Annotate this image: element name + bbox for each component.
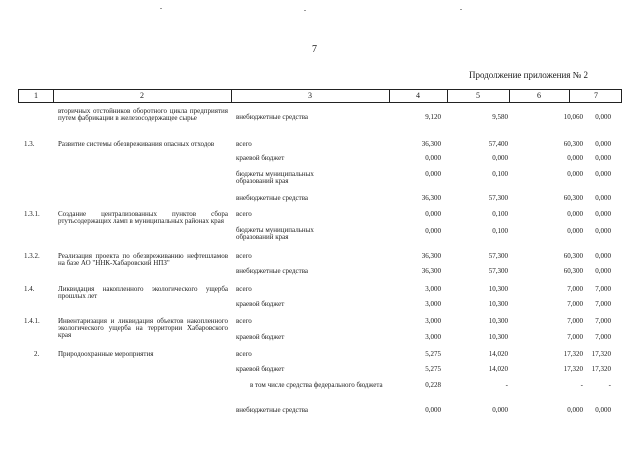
row-1-val-4: 36,300	[421, 140, 441, 148]
row-2-val-5: 0,000	[492, 154, 508, 162]
row-13-val-5: 14,020	[488, 350, 508, 358]
row-14-source: краевой бюджет	[236, 365, 285, 373]
row-1-val-6: 60,300	[563, 140, 583, 148]
row-12-val-4: 3,000	[425, 333, 441, 341]
row-9-val-7: 7,000	[595, 285, 611, 293]
row-6-val-7: 0,000	[595, 227, 611, 235]
row-2-source: краевой бюджет	[236, 154, 285, 162]
row-13-source: всего	[236, 350, 252, 358]
row-9-val-6: 7,000	[567, 285, 583, 293]
row-3-source: бюджеты муниципальных образований края	[236, 170, 314, 185]
row-11-val-6: 7,000	[567, 317, 583, 325]
row-11-description: Инвентаризация и ликвидация объектов накопленного экологического ущерба на территории Хабаровского края	[58, 317, 228, 339]
row-4-val-7: 0,000	[595, 194, 611, 202]
row-0-val-6: 10,060	[563, 113, 583, 121]
row-15-val-5: -	[505, 381, 508, 389]
row-1-number: 1.3.	[24, 140, 35, 148]
row-10-val-7: 7,000	[595, 300, 611, 308]
table-header	[18, 89, 622, 103]
row-9-description: Ликвидация накопленного экологического ущерба прошлых лет	[58, 285, 228, 300]
row-12-val-7: 7,000	[595, 333, 611, 341]
row-5-val-7: 0,000	[595, 210, 611, 218]
row-0-source: внебюджетные средства	[236, 113, 309, 121]
row-11-val-5: 10,300	[488, 317, 508, 325]
row-4-source: внебюджетные средства	[236, 194, 309, 202]
row-11-source: всего	[236, 317, 252, 325]
row-11-val-7: 7,000	[595, 317, 611, 325]
row-3-val-6: 0,000	[567, 170, 583, 178]
row-1-source: всего	[236, 140, 252, 148]
row-2-val-4: 0,000	[425, 154, 441, 162]
row-6-val-4: 0,000	[425, 227, 441, 235]
row-5-number: 1.3.1.	[24, 210, 40, 218]
page-number: 7	[312, 44, 317, 55]
appendix-title: Продолжение приложения № 2	[468, 70, 588, 80]
row-3-val-4: 0,000	[425, 170, 441, 178]
row-12-val-5: 10,300	[488, 333, 508, 341]
row-6-val-5: 0,100	[492, 227, 508, 235]
row-11-val-4: 3,000	[425, 317, 441, 325]
row-13-val-6: 17,320	[563, 350, 583, 358]
row-13-val-7: 17,320	[591, 350, 611, 358]
row-16-val-4: 0,000	[425, 406, 441, 414]
row-7-description: Реализация проекта по обезвреживанию нефтешламов на базе АО "ННК-Хабаровский НПЗ"	[58, 252, 228, 267]
row-6-source: бюджеты муниципальных образований края	[236, 226, 314, 241]
row-9-number: 1.4.	[24, 285, 35, 293]
row-14-val-6: 17,320	[563, 365, 583, 373]
row-13-number: 2.	[34, 350, 40, 358]
row-16-source: внебюджетные средства	[236, 406, 309, 414]
scan-speck	[160, 8, 162, 9]
row-2-val-7: 0,000	[595, 154, 611, 162]
header-col-2: 2	[140, 91, 144, 100]
row-1-val-7: 0,000	[595, 140, 611, 148]
row-8-source: внебюджетные средства	[236, 267, 309, 275]
row-5-val-6: 0,000	[567, 210, 583, 218]
row-7-val-5: 57,300	[488, 252, 508, 260]
row-3-val-5: 0,100	[492, 170, 508, 178]
row-15-source: в том числе средства федерального бюджета	[250, 381, 383, 389]
header-col-4: 4	[416, 91, 420, 100]
row-10-val-4: 3,000	[425, 300, 441, 308]
row-10-val-5: 10,300	[488, 300, 508, 308]
row-7-val-7: 0,000	[595, 252, 611, 260]
row-8-val-6: 60,300	[563, 267, 583, 275]
row-13-val-4: 5,275	[425, 350, 441, 358]
header-col-6: 6	[537, 91, 541, 100]
row-12-source: краевой бюджет	[236, 333, 285, 341]
header-col-1: 1	[34, 91, 38, 100]
row-15-val-7: -	[608, 381, 611, 389]
row-5-val-4: 0,000	[425, 210, 441, 218]
row-14-val-7: 17,320	[591, 365, 611, 373]
row-13-description: Природоохранные мероприятия	[58, 350, 154, 358]
header-col-3: 3	[308, 91, 312, 100]
scan-speck	[460, 9, 462, 10]
row-16-val-7: 0,000	[595, 406, 611, 414]
row-16-val-6: 0,000	[567, 406, 583, 414]
scan-speck	[304, 10, 306, 11]
row-15-val-4: 0,228	[425, 381, 441, 389]
row-0-val-5: 9,580	[492, 113, 508, 121]
row-6-val-6: 0,000	[567, 227, 583, 235]
row-9-val-4: 3,000	[425, 285, 441, 293]
header-col-7: 7	[594, 91, 598, 100]
row-9-source: всего	[236, 285, 252, 293]
row-8-val-4: 36,300	[421, 267, 441, 275]
row-10-val-6: 7,000	[567, 300, 583, 308]
row-15-val-6: -	[580, 381, 583, 389]
row-2-val-6: 0,000	[567, 154, 583, 162]
row-4-val-6: 60,300	[563, 194, 583, 202]
row-11-number: 1.4.1.	[24, 317, 40, 325]
row-0-val-4: 9,120	[425, 113, 441, 121]
row-3-val-7: 0,000	[595, 170, 611, 178]
row-12-val-6: 7,000	[567, 333, 583, 341]
row-7-source: всего	[236, 252, 252, 260]
row-14-val-4: 5,275	[425, 365, 441, 373]
header-col-5: 5	[476, 91, 480, 100]
row-0-description: вторичных отстойников оборотного цикла предприятия путем фабрикации в железосодержащее сырье	[58, 107, 228, 122]
row-14-val-5: 14,020	[488, 365, 508, 373]
row-8-val-7: 0,000	[595, 267, 611, 275]
row-4-val-5: 57,300	[488, 194, 508, 202]
row-9-val-5: 10,300	[488, 285, 508, 293]
row-1-val-5: 57,400	[488, 140, 508, 148]
row-7-val-4: 36,300	[421, 252, 441, 260]
row-16-val-5: 0,000	[492, 406, 508, 414]
row-4-val-4: 36,300	[421, 194, 441, 202]
row-7-val-6: 60,300	[563, 252, 583, 260]
row-7-number: 1.3.2.	[24, 252, 40, 260]
row-10-source: краевой бюджет	[236, 300, 285, 308]
row-1-description: Развитие системы обезвреживания опасных отходов	[58, 140, 215, 148]
row-5-description: Создание централизованных пунктов сбора ртутьсодержащих ламп в муниципальных районах края	[58, 210, 228, 225]
row-5-source: всего	[236, 210, 252, 218]
row-8-val-5: 57,300	[488, 267, 508, 275]
row-5-val-5: 0,100	[492, 210, 508, 218]
row-0-val-7: 0,000	[595, 113, 611, 121]
